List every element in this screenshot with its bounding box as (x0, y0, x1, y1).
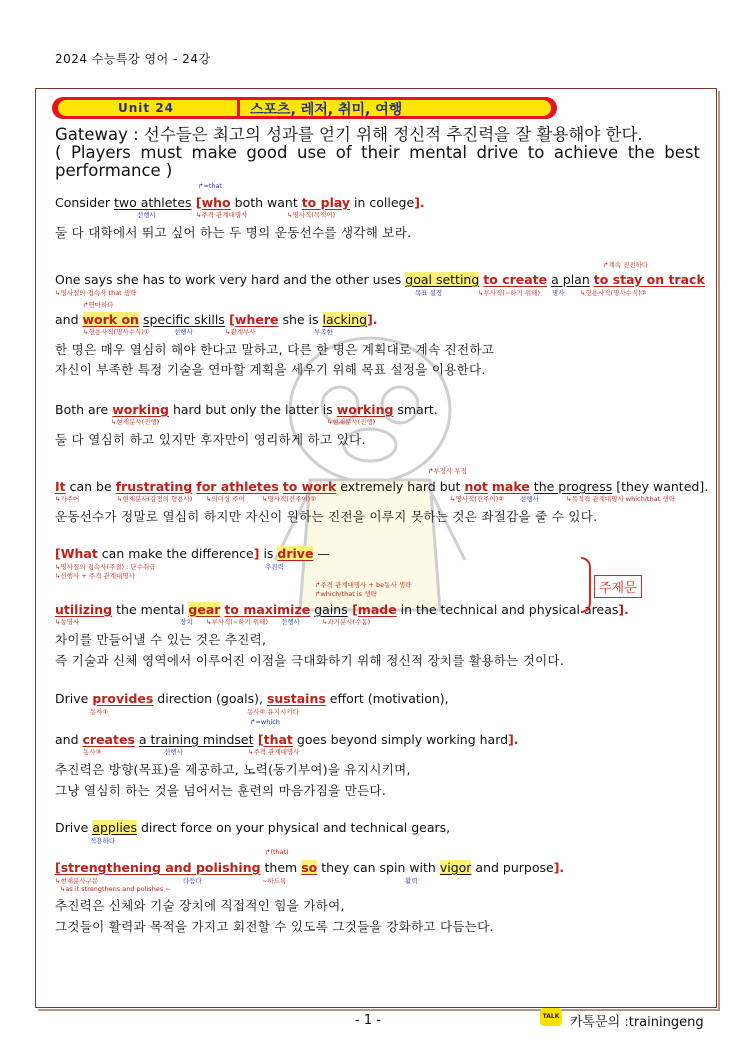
sentence-5b (55, 602, 629, 617)
gateway-english: ( Players must make good use of their mental drive to achieve the best performance ) (55, 143, 700, 180)
unit-title: 스포츠, 레저, 취미, 여행 (250, 102, 403, 118)
text: to play (301, 195, 351, 210)
note: ↳as it strengthens and polishes ~ (60, 885, 171, 893)
note: ↱계속 진전하다 (603, 261, 649, 269)
sentence-3 (55, 402, 438, 417)
gateway-korean: Gateway : 선수들은 최고의 성과를 얻기 위해 정신적 추진력을 잘 활용해야 한다. (55, 125, 643, 144)
text: to create (483, 272, 548, 287)
note: 선행사 (137, 211, 156, 219)
note: ↳명사적(진주어)① (262, 495, 317, 503)
text: applies (92, 820, 137, 835)
text: she is (278, 312, 323, 327)
text: they can spin with (317, 860, 440, 875)
text: [ (347, 602, 358, 617)
page-number: - 1 - (355, 1013, 381, 1028)
text: utilizing (55, 602, 113, 617)
text: in college (350, 195, 415, 210)
text: lacking (322, 312, 368, 327)
note: 동사① (90, 708, 109, 716)
text: ]. (414, 195, 425, 210)
note: 선행사 (281, 618, 300, 626)
text: — (313, 546, 330, 561)
note: ↳형용사적(명사수식)② (580, 289, 647, 297)
note: ↳목적격 관계대명사 which/that 생략 (566, 495, 675, 503)
note: ↳형용사적(명사수식)① (83, 328, 150, 336)
korean-2b: 자신이 부족한 특정 기술을 연마할 계획을 세우기 위해 목표 설정을 이용한다. (55, 362, 486, 377)
text: who (201, 195, 231, 210)
text: ] (253, 546, 260, 561)
text: and (55, 732, 83, 747)
korean-6b: 그냥 열심히 하는 것을 넘어서는 훈련의 마음가짐을 만든다. (55, 783, 387, 798)
text: that (263, 732, 293, 747)
text: in the technical and physical areas (396, 602, 619, 617)
note: ↳관계부사 (225, 328, 256, 336)
sentence-2b (55, 312, 378, 327)
text: Drive (55, 691, 93, 706)
text: the progress (533, 479, 613, 494)
text: work on (82, 312, 139, 327)
text: both want (230, 195, 302, 210)
text: gear (188, 602, 221, 617)
text: [they wanted]. (612, 479, 709, 494)
text: sustains (266, 691, 326, 706)
note: ↳주격 관계대명사 (196, 211, 248, 219)
text: and purpose (471, 860, 554, 875)
text: ]. (508, 732, 519, 747)
text: the mental (112, 602, 189, 617)
text: direction (goals), (153, 691, 267, 706)
note: ↳현재분사구문 (55, 877, 99, 885)
text: so (301, 860, 318, 875)
note: ↳현재분사(진행) (327, 418, 376, 426)
text: for athletes (196, 479, 279, 494)
note: 활력 (405, 877, 418, 885)
note: ↳과거분사(수동) (322, 618, 371, 626)
text: specific skills (142, 312, 225, 327)
text: goal setting (405, 272, 480, 287)
text: where (234, 312, 279, 327)
note: 적용하다 (90, 837, 116, 845)
note: 선행사 (520, 495, 539, 503)
note: ↳명사절의 접속사(주절) : 단수취급 (55, 563, 156, 571)
text: smart. (393, 402, 438, 417)
note: ↱연마하다 (83, 301, 114, 309)
page-header: 2024 수능특강 영어 - 24강 (55, 52, 211, 66)
text: them (260, 860, 302, 875)
text: can make the difference (97, 546, 254, 561)
note: 동사③ (83, 748, 102, 756)
banner-divider (237, 100, 240, 116)
note: ↳가주어 (55, 495, 80, 503)
sentence-7a (55, 820, 450, 835)
text: to stay on track (593, 272, 705, 287)
theme-brace (581, 557, 591, 613)
text: [ (191, 195, 202, 210)
theme-label: 주제문 (594, 575, 642, 598)
text: not (464, 479, 488, 494)
kakao-talk-icon: TALK (540, 1008, 562, 1026)
text: One says she has to work very hard and the other uses (55, 272, 406, 287)
note: ↳현재분사(감정의 형용사) (117, 495, 193, 503)
sentence-2a (55, 272, 705, 287)
note: 부족한 (314, 328, 333, 336)
text: ]. (367, 312, 378, 327)
text: creates (82, 732, 135, 747)
text: working (336, 402, 394, 417)
text: direct force on your physical and technical gears, (137, 820, 451, 835)
text: ]. (553, 860, 565, 875)
text: and (55, 312, 83, 327)
sentence-1 (55, 195, 425, 210)
note: ↱=that (198, 182, 223, 190)
gateway (55, 126, 700, 180)
text: a plan (551, 272, 590, 287)
sentence-6b (55, 732, 519, 747)
text: to maximize (224, 602, 311, 617)
text: gains (314, 602, 348, 617)
note: ~하도록 (262, 877, 287, 885)
korean-2a: 한 명은 매우 열심히 해야 한다고 말하고, 다른 한 명은 계획대로 계속 진전하고 (55, 342, 495, 357)
text: Both are (55, 402, 113, 417)
text: vigor (439, 860, 472, 875)
text: Drive (55, 820, 93, 835)
unit-label: Unit 24 (118, 101, 175, 115)
note: 장치 (180, 618, 193, 626)
text: working (112, 402, 169, 417)
korean-4: 운동선수가 정말로 열심히 하지만 자신이 원하는 진전을 이루지 못하는 것은 좌절감을 줄 수 있다. (55, 509, 598, 524)
note: 명사 (552, 289, 565, 297)
text: make (491, 479, 530, 494)
note: ↳명사적(목적어) (287, 211, 336, 219)
note: ↱부정사 부정 (428, 467, 467, 475)
text: to work (282, 479, 337, 494)
korean-7b: 그것들이 활력과 목적을 가지고 회전할 수 있도록 그것들을 강화하고 다듬는다. (55, 919, 494, 934)
note: ↱which/that is 생략 (315, 590, 377, 598)
korean-5a: 차이를 만들어낼 수 있는 것은 추진력, (55, 632, 267, 647)
korean-7a: 추진력은 신체와 기술 장치에 직접적인 힘을 가하여, (55, 898, 345, 913)
text: [ (253, 732, 264, 747)
text: ]. (618, 602, 629, 617)
korean-6a: 추진력은 방향(목표)을 제공하고, 노력(동기부여)을 유지시키며, (55, 762, 411, 777)
text: drive (277, 546, 314, 561)
note: ↳선행사 + 주격 관계대명사 (55, 572, 135, 580)
text: a training mindset (138, 732, 254, 747)
korean-1: 둘 다 대학에서 뛰고 싶어 하는 두 명의 운동선수를 생각해 보라. (55, 225, 412, 240)
note: ↱=which (250, 718, 280, 726)
korean-5b: 즉 기술과 신체 영역에서 이루어진 이점을 극대화하기 위해 정신적 장치를 활용하는 것이다. (55, 653, 565, 668)
note: ↳주격 관계대명사 (248, 748, 300, 756)
korean-3: 둘 다 열심히 하고 있지만 후자만이 영리하게 하고 있다. (55, 432, 366, 447)
text: can be (65, 479, 116, 494)
note: 선행사 (174, 328, 193, 336)
sentence-7b (55, 860, 564, 875)
note: ↳명사적(진주어)② (450, 495, 505, 503)
note: 동사② 유지시키다 (247, 708, 299, 716)
sentence-5a (55, 546, 330, 561)
note: 추진력 (265, 563, 284, 571)
note: ↱주격 관계대명사 + be동사 생략 (315, 581, 412, 589)
sentence-4 (55, 479, 708, 494)
note: ↳의미상 주어 (206, 495, 245, 503)
text: [strengthening and polishing (55, 860, 261, 875)
text: It (55, 479, 66, 494)
text: made (357, 602, 397, 617)
note: ↳현재분사(진행) (111, 418, 160, 426)
kakao-contact: 카톡문의 :trainingeng (570, 1015, 704, 1030)
note: ↱(that) (265, 848, 289, 856)
text: Consider (55, 195, 115, 210)
note: 다듬다 (183, 877, 202, 885)
text: is (259, 546, 278, 561)
text: frustrating (115, 479, 193, 494)
note: ↳부사적(~하기 위해) (206, 618, 268, 626)
text: provides (92, 691, 154, 706)
text: effort (motivation), (325, 691, 449, 706)
text: hard but only the latter is (168, 402, 337, 417)
note: ↳명사절의 접속사 that 생략 (55, 289, 137, 297)
text: [ (224, 312, 235, 327)
sentence-6a (55, 691, 449, 706)
text: [What (55, 546, 98, 561)
note: ↳부사적(~하기 위해) (478, 289, 540, 297)
note: ↳동명사 (55, 618, 80, 626)
text: extremely hard but (336, 479, 465, 494)
text: goes beyond simply working hard (292, 732, 509, 747)
text: two athletes (114, 195, 192, 210)
note: 목표 설정 (415, 289, 443, 297)
note: 선행사 (164, 748, 183, 756)
